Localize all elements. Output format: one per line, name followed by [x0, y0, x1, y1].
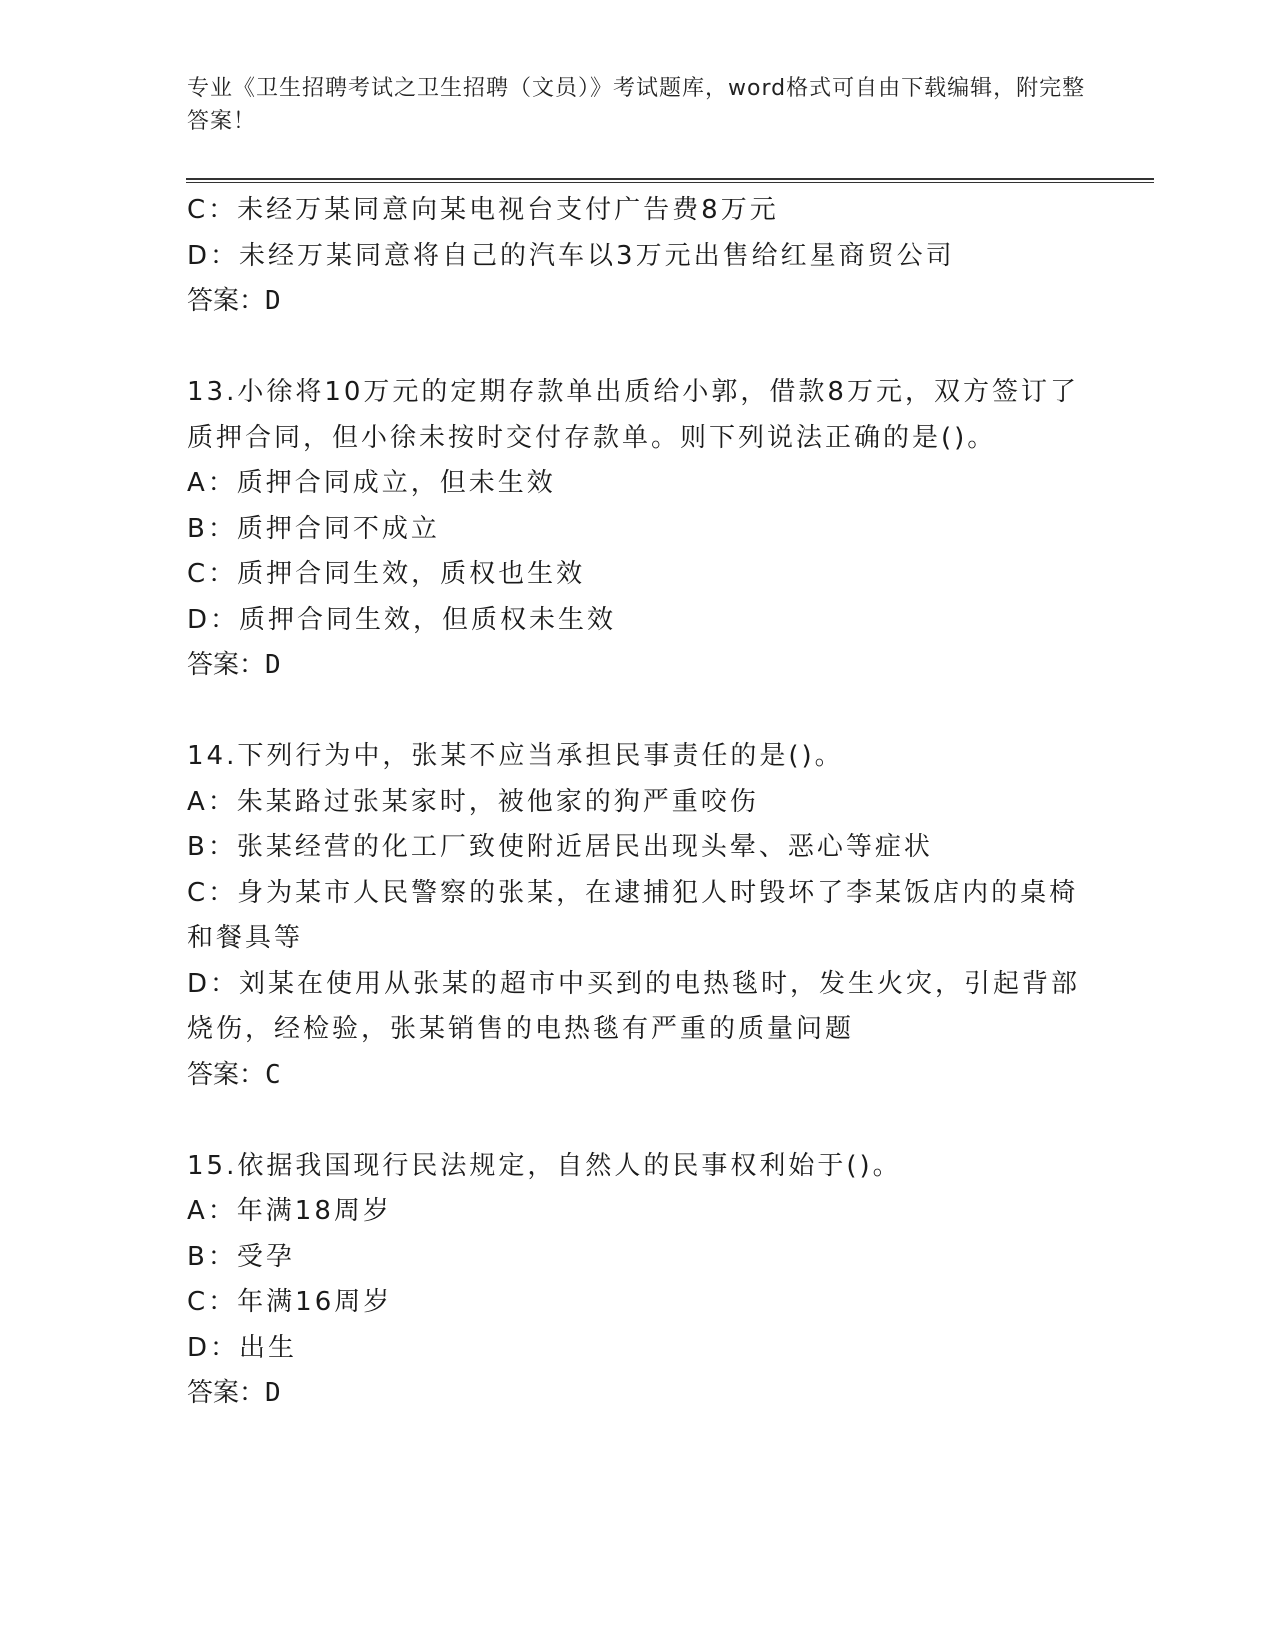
option-b: B：受孕 — [187, 1241, 295, 1272]
option-d: D：质押合同生效，但质权未生效 — [187, 604, 617, 635]
option-a: A：质押合同成立，但未生效 — [187, 468, 556, 498]
answer-line — [187, 643, 1087, 689]
option-d: D：出生 — [187, 1332, 298, 1363]
answer-label: 答案： — [187, 286, 266, 316]
spacer — [187, 325, 1087, 371]
answer-label: 答案： — [187, 1059, 266, 1090]
option-c: C：质押合同生效，质权也生效 — [187, 559, 586, 589]
option-a: A：年满18周岁 — [187, 1196, 392, 1226]
question-list — [187, 188, 1087, 1417]
option-d: D：刘某在使用从张某的超市中买到的电热毯时，发生火灾，引起背部烧伤，经检验，张某销售的电热毯有严重的质量问题 — [187, 968, 1081, 1044]
option-a: A：朱某路过张某家时，被他家的狗严重咬伤 — [187, 786, 759, 817]
option-d: D：未经万某同意将自己的汽车以3万元出售给红星商贸公司 — [187, 240, 955, 271]
answer-line — [187, 1371, 1087, 1417]
answer-line — [187, 1053, 1087, 1099]
answer-value: C — [265, 1059, 282, 1090]
question-stem: 13.小徐将10万元的定期存款单出质给小郭，借款8万元，双方签订了质押合同，但小徐未按时交付存款单。则下列说法正确的是()。 — [187, 377, 1079, 453]
header-divider-thin — [186, 182, 1154, 183]
option-c: C：身为某市人民警察的张某，在逮捕犯人时毁坏了李某饭店内的桌椅和餐具等 — [187, 877, 1079, 953]
spacer — [187, 689, 1087, 735]
question-stem: 15.依据我国现行民法规定，自然人的民事权利始于()。 — [187, 1150, 902, 1181]
question-13 — [187, 370, 1087, 689]
answer-value: D — [265, 650, 282, 680]
answer-label: 答案： — [187, 1378, 266, 1408]
option-c: C：年满16周岁 — [187, 1287, 393, 1317]
answer-label: 答案： — [187, 650, 266, 680]
question-continuation — [187, 188, 1087, 325]
option-b: B：张某经营的化工厂致使附近居民出现头晕、恶心等症状 — [187, 832, 933, 862]
spacer — [187, 1098, 1087, 1144]
answer-value: D — [265, 286, 282, 316]
option-b: B：质押合同不成立 — [187, 513, 440, 544]
header-divider-thick — [186, 178, 1154, 180]
answer-line — [187, 279, 1087, 325]
question-14 — [187, 734, 1087, 1098]
answer-value: D — [265, 1378, 282, 1408]
option-c: C：未经万某同意向某电视台支付广告费8万元 — [187, 195, 779, 225]
question-15 — [187, 1144, 1087, 1417]
document-header: 专业《卫生招聘考试之卫生招聘（文员）》考试题库，word格式可自由下载编辑，附完整答案！ — [187, 76, 1086, 134]
question-stem: 14.下列行为中，张某不应当承担民事责任的是()。 — [187, 741, 844, 771]
